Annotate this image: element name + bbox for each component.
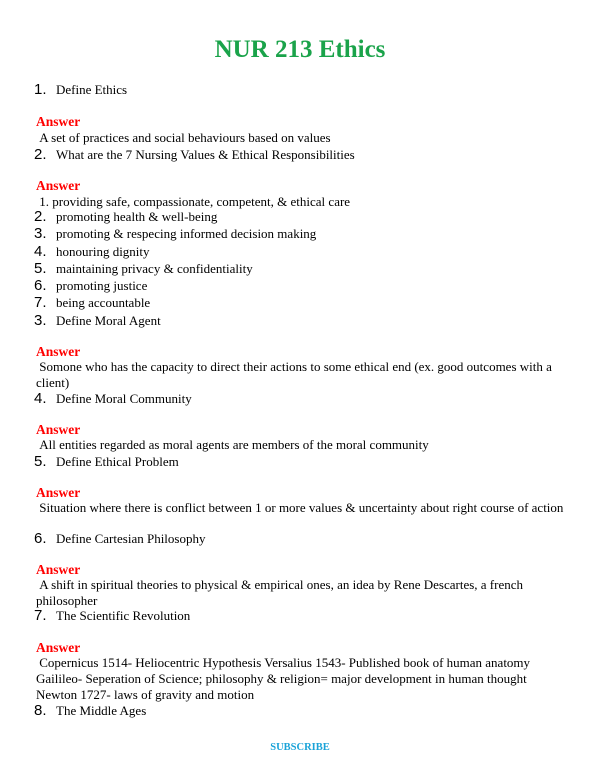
list-item	[34, 209, 574, 225]
list-text: being accountable	[56, 295, 151, 310]
list-number: 3.	[34, 225, 47, 242]
list-item	[34, 261, 574, 277]
question-number: 5.	[34, 453, 47, 470]
list-item	[34, 295, 574, 311]
question-text: Define Moral Agent	[56, 313, 161, 328]
question-text: The Middle Ages	[56, 703, 147, 718]
document-title: NUR 213 Ethics	[214, 36, 386, 63]
question-number: 4.	[34, 390, 47, 407]
question-7	[34, 608, 574, 624]
question-number: 2.	[34, 146, 47, 163]
question-number: 8.	[34, 702, 47, 719]
question-number: 6.	[34, 530, 47, 547]
list-item	[34, 244, 574, 260]
answer-label: Answer	[36, 178, 81, 193]
answer-5: Situation where there is conflict between 1 or more values & uncertainty about right course of action	[39, 500, 564, 515]
list-number: 5.	[34, 260, 47, 277]
question-number: 1.	[34, 81, 47, 98]
question-text: Define Cartesian Philosophy	[56, 531, 206, 546]
answer-label: Answer	[36, 114, 81, 129]
question-1	[34, 82, 574, 98]
list-text: maintaining privacy & confidentiality	[56, 261, 253, 276]
answer-label: Answer	[36, 640, 81, 655]
subscribe-link[interactable]: SUBSCRIBE	[270, 742, 330, 753]
list-number: 4.	[34, 243, 47, 260]
list-text: promoting & respecing informed decision making	[56, 226, 317, 241]
answer-6: A shift in spiritual theories to physical & empirical ones, an idea by Rene Descartes, a french philosopher	[36, 577, 523, 608]
question-text: Define Ethics	[56, 82, 128, 97]
question-text: What are the 7 Nursing Values & Ethical Responsibilities	[56, 147, 355, 162]
answer-7: Copernicus 1514- Heliocentric Hypothesis Versalius 1543- Published book of human anatomy Gailileo- Seperation of Science; philosophy & religion= major development in human thought Newton 1727- laws of gravity and motion	[36, 655, 531, 702]
answer-3: Somone who has the capacity to direct their actions to some ethical end (ex. good outcomes with a client)	[36, 359, 552, 390]
answer-label: Answer	[36, 485, 81, 500]
question-4	[34, 391, 574, 407]
question-number: 3.	[34, 312, 47, 329]
question-number: 7.	[34, 607, 47, 624]
answer-label: Answer	[36, 344, 81, 359]
list-number: 7.	[34, 294, 47, 311]
question-5	[34, 454, 574, 470]
answer-label: Answer	[36, 422, 81, 437]
question-text: Define Ethical Problem	[56, 454, 179, 469]
list-number: 6.	[34, 277, 47, 294]
question-8	[34, 703, 574, 719]
answer-1: A set of practices and social behaviours based on values	[39, 130, 331, 145]
question-2	[34, 147, 574, 163]
list-text: promoting health & well-being	[56, 209, 218, 224]
list-item	[34, 278, 574, 294]
question-text: Define Moral Community	[56, 391, 192, 406]
list-text: honouring dignity	[56, 244, 150, 259]
question-6	[34, 531, 574, 547]
list-item	[34, 226, 574, 242]
question-text: The Scientific Revolution	[56, 608, 191, 623]
answer-4: All entities regarded as moral agents are members of the moral community	[39, 437, 429, 452]
question-3	[34, 313, 574, 329]
answer-label: Answer	[36, 562, 81, 577]
answer-2-first: 1. providing safe, compassionate, competent, & ethical care	[39, 194, 351, 209]
list-text: promoting justice	[56, 278, 148, 293]
list-number: 2.	[34, 208, 47, 225]
